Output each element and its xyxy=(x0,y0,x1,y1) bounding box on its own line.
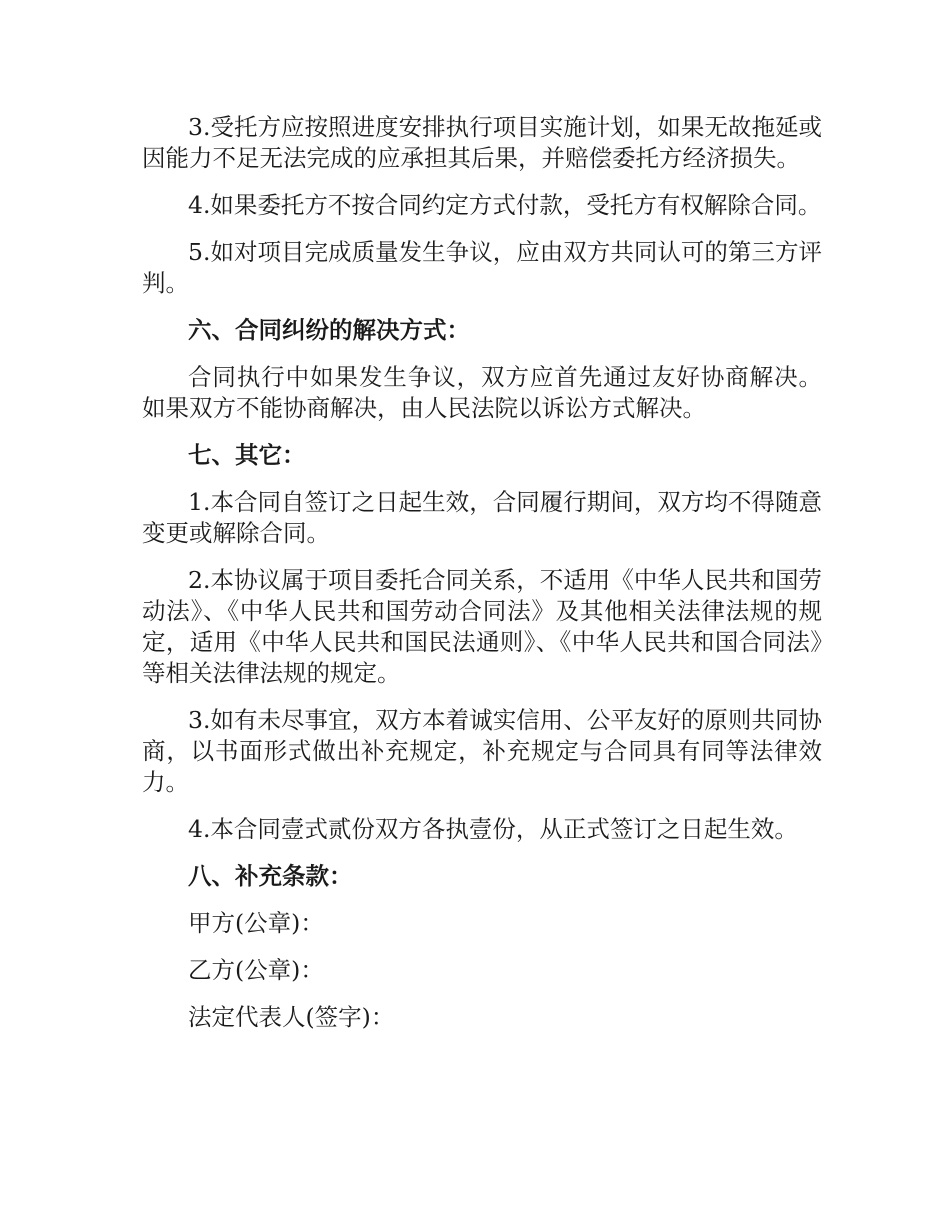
section-6-heading: 六、合同纠纷的解决方式： xyxy=(188,316,470,344)
party-a-seal: 甲方(公章)： xyxy=(188,909,324,937)
clause-7-3: 3.如有未尽事宜，双方本着诚实信用、公平友好的原则共同协商，以书面形式做出补充规定，补充规定与合同具有同等法律效力。 xyxy=(142,706,822,796)
legal-representative-signature: 法定代表人(签字)： xyxy=(188,1003,395,1031)
section-7-heading: 七、其它： xyxy=(188,441,306,469)
section-6-body: 合同执行中如果发生争议，双方应首先通过友好协商解决。如果双方不能协商解决，由人民法院以诉讼方式解决。 xyxy=(142,363,822,422)
clause-7-2: 2.本协议属于项目委托合同关系，不适用《中华人民共和国劳动法》、《中华人民共和国劳动合同法》及其他相关法律法规的规定，适用《中华人民共和国民法通则》、《中华人民共和国合同法》等相关法律法规的规定。 xyxy=(142,566,822,687)
clause-5-4: 4.如果委托方不按合同约定方式付款，受托方有权解除合同。 xyxy=(188,191,822,219)
section-8-heading: 八、补充条款： xyxy=(188,862,353,890)
clause-5-5: 5.如对项目完成质量发生争议，应由双方共同认可的第三方评判。 xyxy=(142,238,822,297)
clause-7-1: 1.本合同自签订之日起生效，合同履行期间，双方均不得随意变更或解除合同。 xyxy=(142,488,822,547)
party-b-seal: 乙方(公章)： xyxy=(188,956,324,984)
clause-7-4: 4.本合同壹式贰份双方各执壹份，从正式签订之日起生效。 xyxy=(188,815,798,843)
document-page xyxy=(142,112,822,1049)
clause-5-3: 3.受托方应按照进度安排执行项目实施计划，如果无故拖延或因能力不足无法完成的应承担其后果，并赔偿委托方经济损失。 xyxy=(142,113,822,172)
